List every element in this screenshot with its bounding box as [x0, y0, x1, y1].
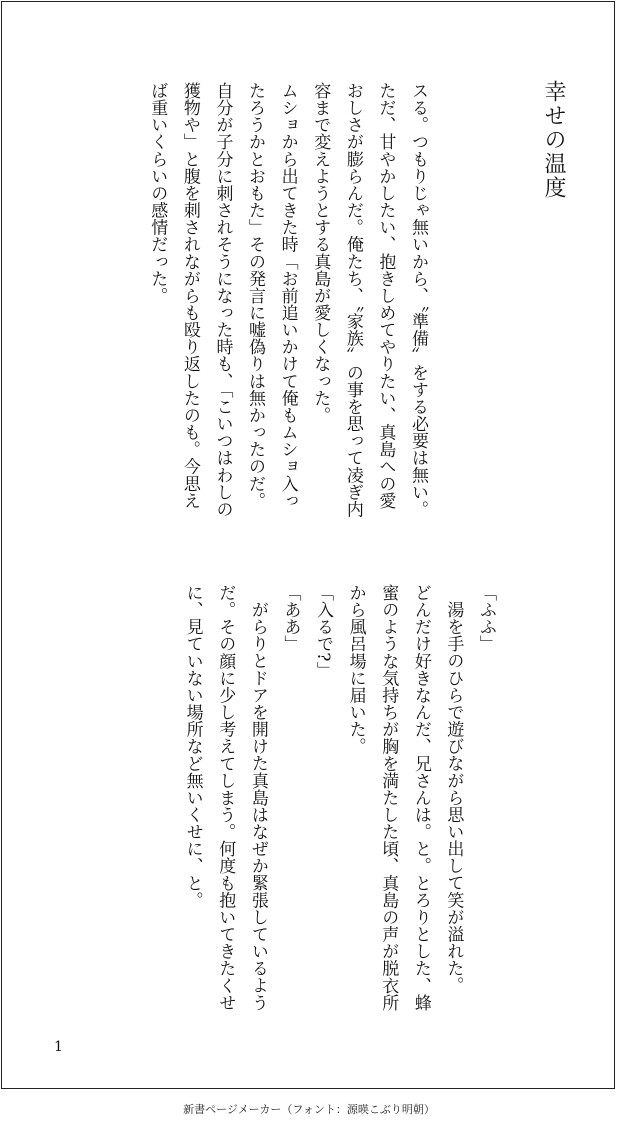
- paragraph: 「ふふ」: [476, 584, 496, 653]
- paragraph: 「入るで?」: [313, 584, 334, 679]
- paragraph: がらりとドアを開けた真島はなぜか緊張しているようだ。その顔に少し考えてしまう。何度も抱いてきたくせに、見ていない場所など無いくせに、と。: [182, 584, 268, 1011]
- paragraph: 湯を手のひらで遊びながら思い出して笑が溢れた。: [443, 601, 464, 994]
- story-title: 幸せの温度: [541, 80, 566, 200]
- text-block-bottom: [176, 584, 502, 1024]
- book-page: [1, 1, 615, 1089]
- paragraph: 「ああ」: [280, 584, 301, 653]
- page-number: 1: [54, 1039, 63, 1055]
- paragraph: ムショから出てきた時「お前追いかけて俺もムショ入ったろうかとおもた」その発言に嘘偽りは無かったのだ。自分が子分に刺されそうになった時も、「こいつはわしの獲物や」と腹を刺されながらも殴り返したのも。今思えば重いくらいの感情だった。: [147, 82, 298, 518]
- text-block-top: [141, 82, 434, 522]
- footer-credit: 新書ページメーカー（フォント：源暎こぶり明朝）: [183, 1103, 435, 1116]
- paragraph: スる。つもりじゃ無いから、〝準備〟をする必要は無い。ただ、甘やかしたい、抱きしめてやりたい、真島への愛おしさが膨らんだ。俺たち、〝家族〟の事を思って凌ぎ内容まで変えようとする真島が愛しくなった。: [310, 82, 428, 518]
- paragraph: どんだけ好きなんだ、兄さんは。と。とろりとした、蜂蜜のような気持ちが胸を満たした頃、真島の声が脱衣所から風呂場に届いた。: [345, 584, 431, 1011]
